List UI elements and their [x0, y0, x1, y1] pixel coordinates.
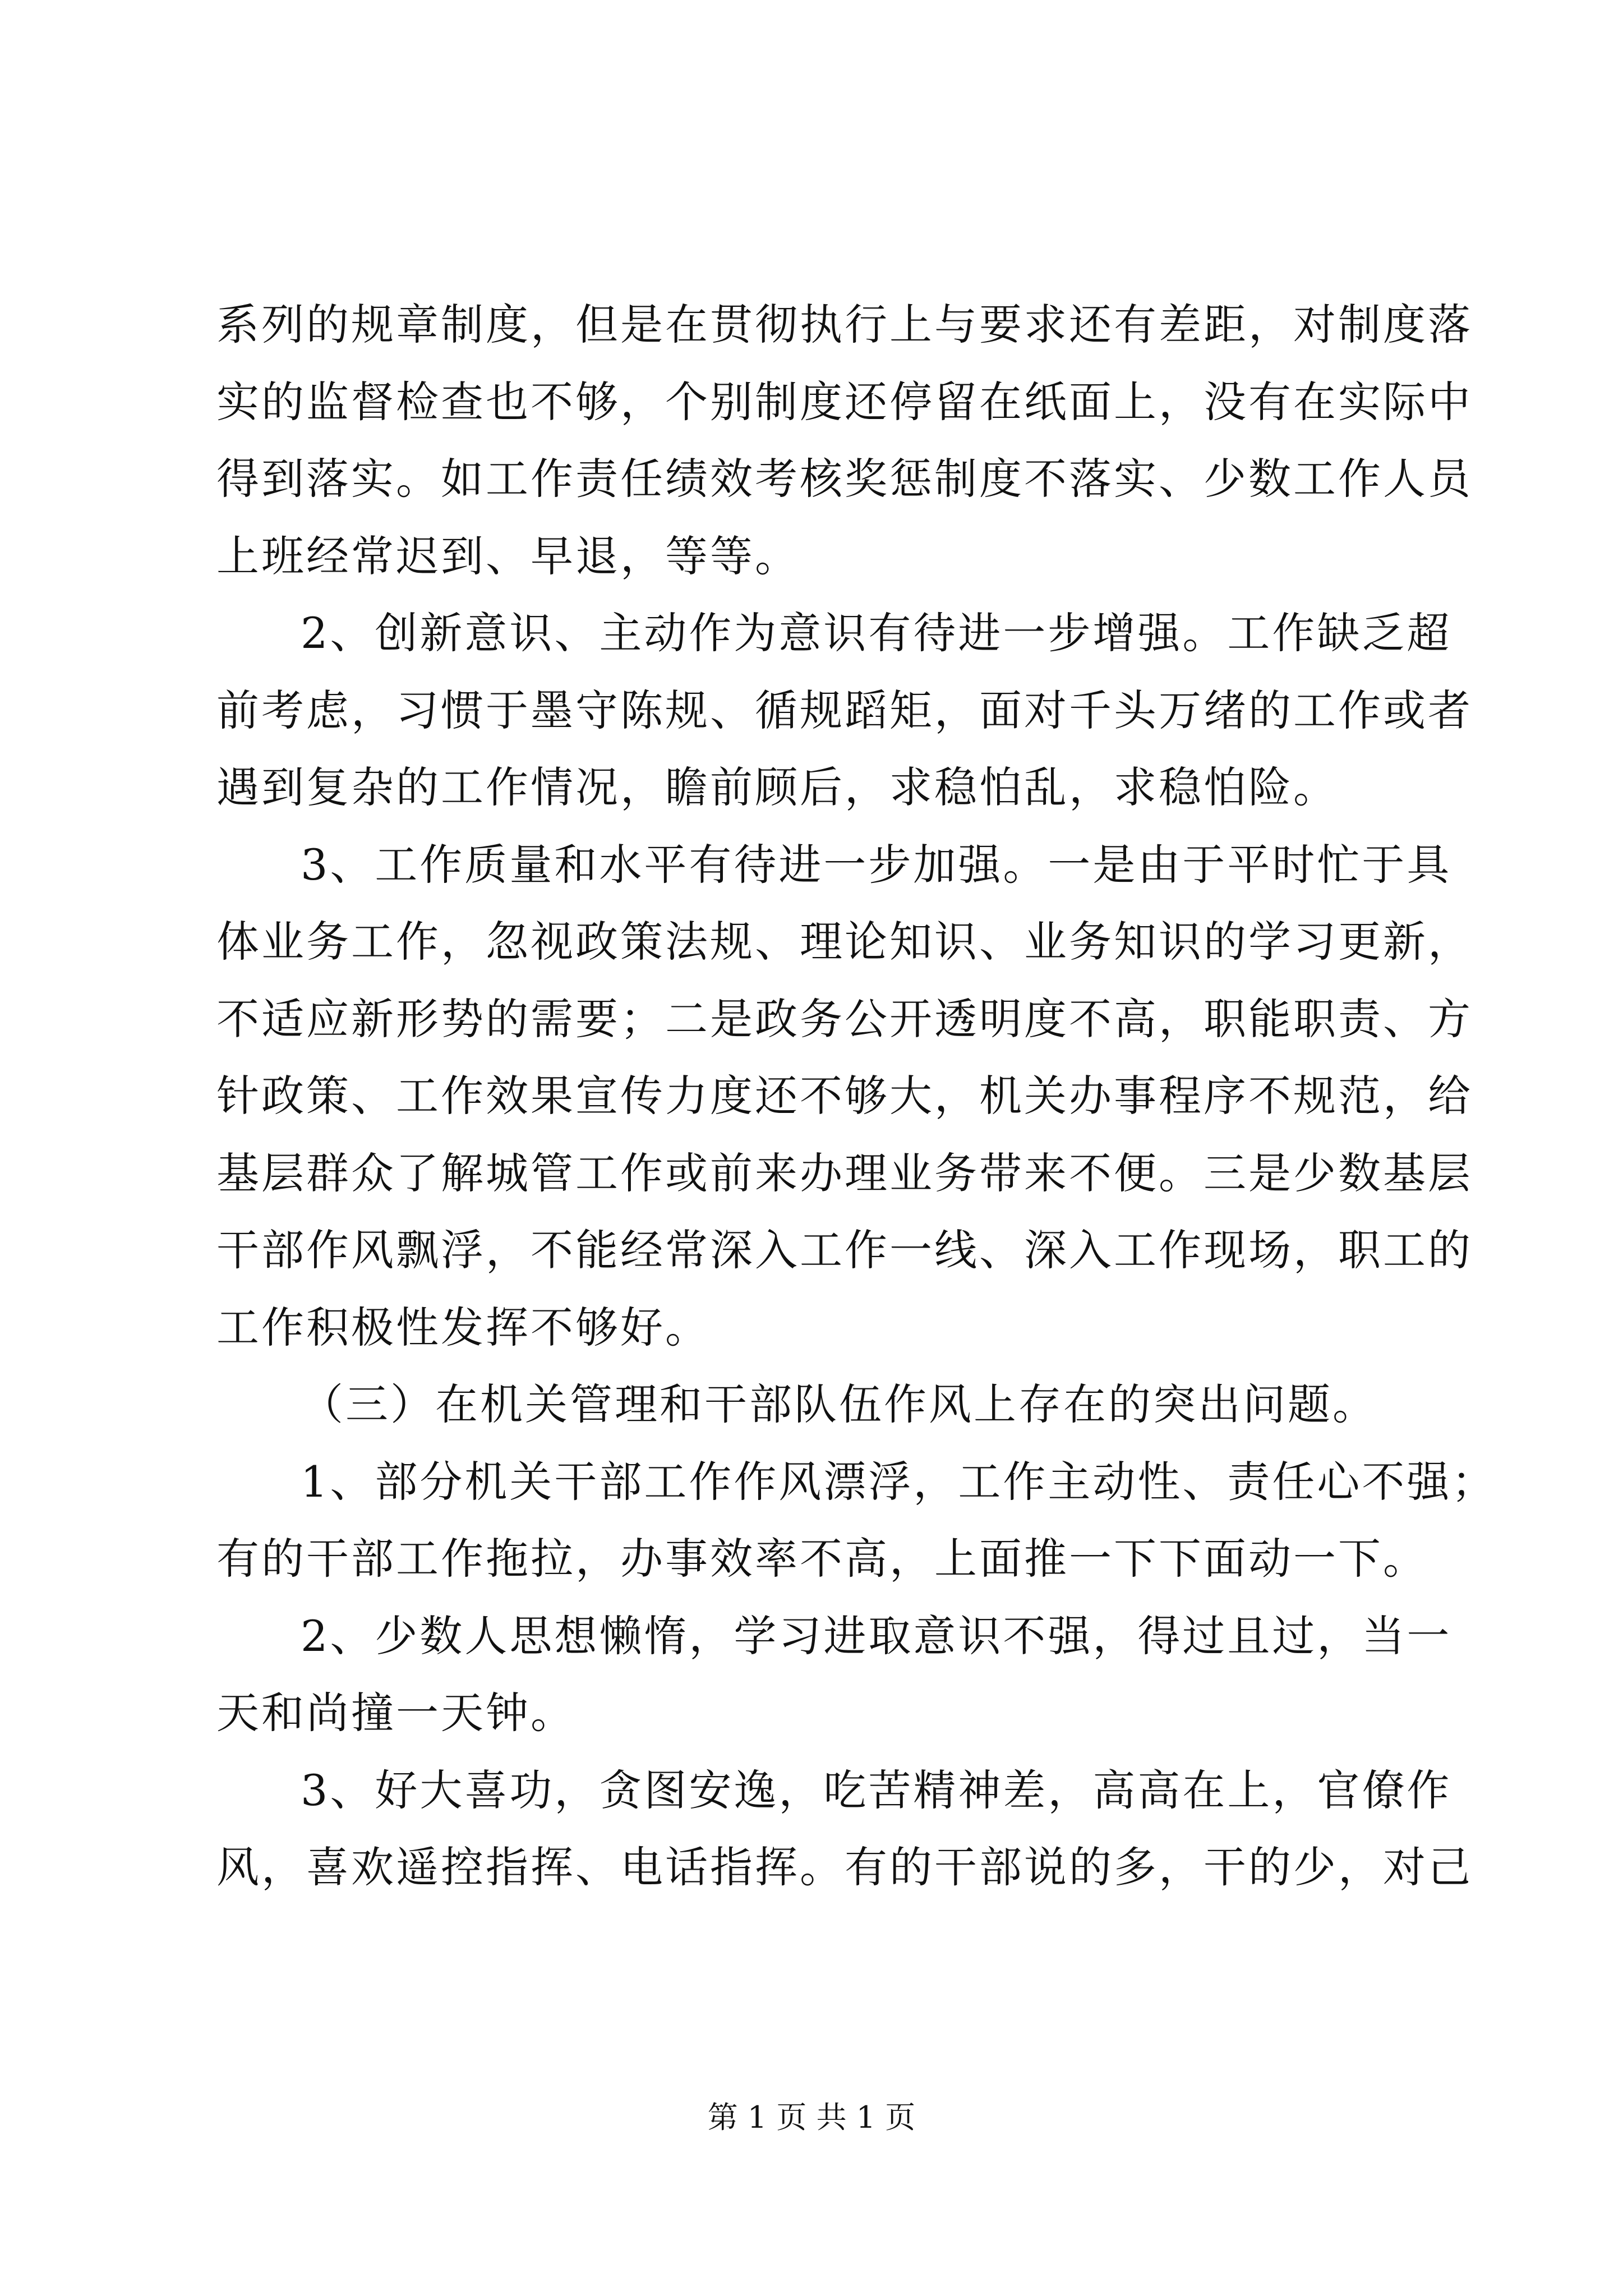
- text-line: 遇到复杂的工作情况，瞻前顾后，求稳怕乱，求稳怕险。: [216, 762, 1338, 812]
- text-line: 基层群众了解城管工作或前来办理业务带来不便。三是少数基层: [216, 1148, 1473, 1198]
- text-line: 1、部分机关干部工作作风漂浮，工作主动性、责任心不强；: [301, 1456, 1497, 1507]
- text-line: 上班经常迟到、早退，等等。: [216, 531, 800, 581]
- section-heading: （三）在机关管理和干部队伍作风上存在的突出问题。: [301, 1379, 1377, 1429]
- text-line: 得到落实。如工作责任绩效考核奖惩制度不落实、少数工作人员: [216, 454, 1473, 504]
- text-line: 2、创新意识、主动作为意识有待进一步增强。工作缺乏超: [301, 608, 1452, 658]
- text-line: 工作积极性发挥不够好。: [216, 1302, 710, 1352]
- text-line: 干部作风飘浮，不能经常深入工作一线、深入工作现场，职工的: [216, 1225, 1473, 1275]
- text-line: 不适应新形势的需要；二是政务公开透明度不高，职能职责、方: [216, 993, 1473, 1044]
- text-line: 风，喜欢遥控指挥、电话指挥。有的干部说的多，干的少，对己: [216, 1842, 1473, 1892]
- text-line: 实的监督检查也不够，个别制度还停留在纸面上，没有在实际中: [216, 376, 1473, 427]
- document-body: [216, 286, 1497, 1906]
- text-line: 系列的规章制度，但是在贯彻执行上与要求还有差距，对制度落: [216, 300, 1473, 349]
- text-line: 天和尚撞一天钟。: [216, 1688, 575, 1738]
- text-line: 针政策、工作效果宣传力度还不够大，机关办事程序不规范，给: [216, 1071, 1473, 1121]
- text-line: 前考虑，习惯于墨守陈规、循规蹈矩，面对千头万绪的工作或者: [216, 685, 1473, 735]
- page-footer: 第 1 页 共 1 页: [707, 2100, 916, 2135]
- text-line: 3、工作质量和水平有待进一步加强。一是由于平时忙于具: [301, 839, 1452, 890]
- text-line: 有的干部工作拖拉，办事效率不高，上面推一下下面动一下。: [216, 1534, 1428, 1584]
- text-line: 3、好大喜功，贪图安逸，吃苦精神差，高高在上，官僚作: [301, 1765, 1452, 1815]
- text-line: 体业务工作，忽视政策法规、理论知识、业务知识的学习更新，: [216, 917, 1473, 967]
- text-line: 2、少数人思想懒惰，学习进取意识不强，得过且过，当一: [301, 1611, 1452, 1661]
